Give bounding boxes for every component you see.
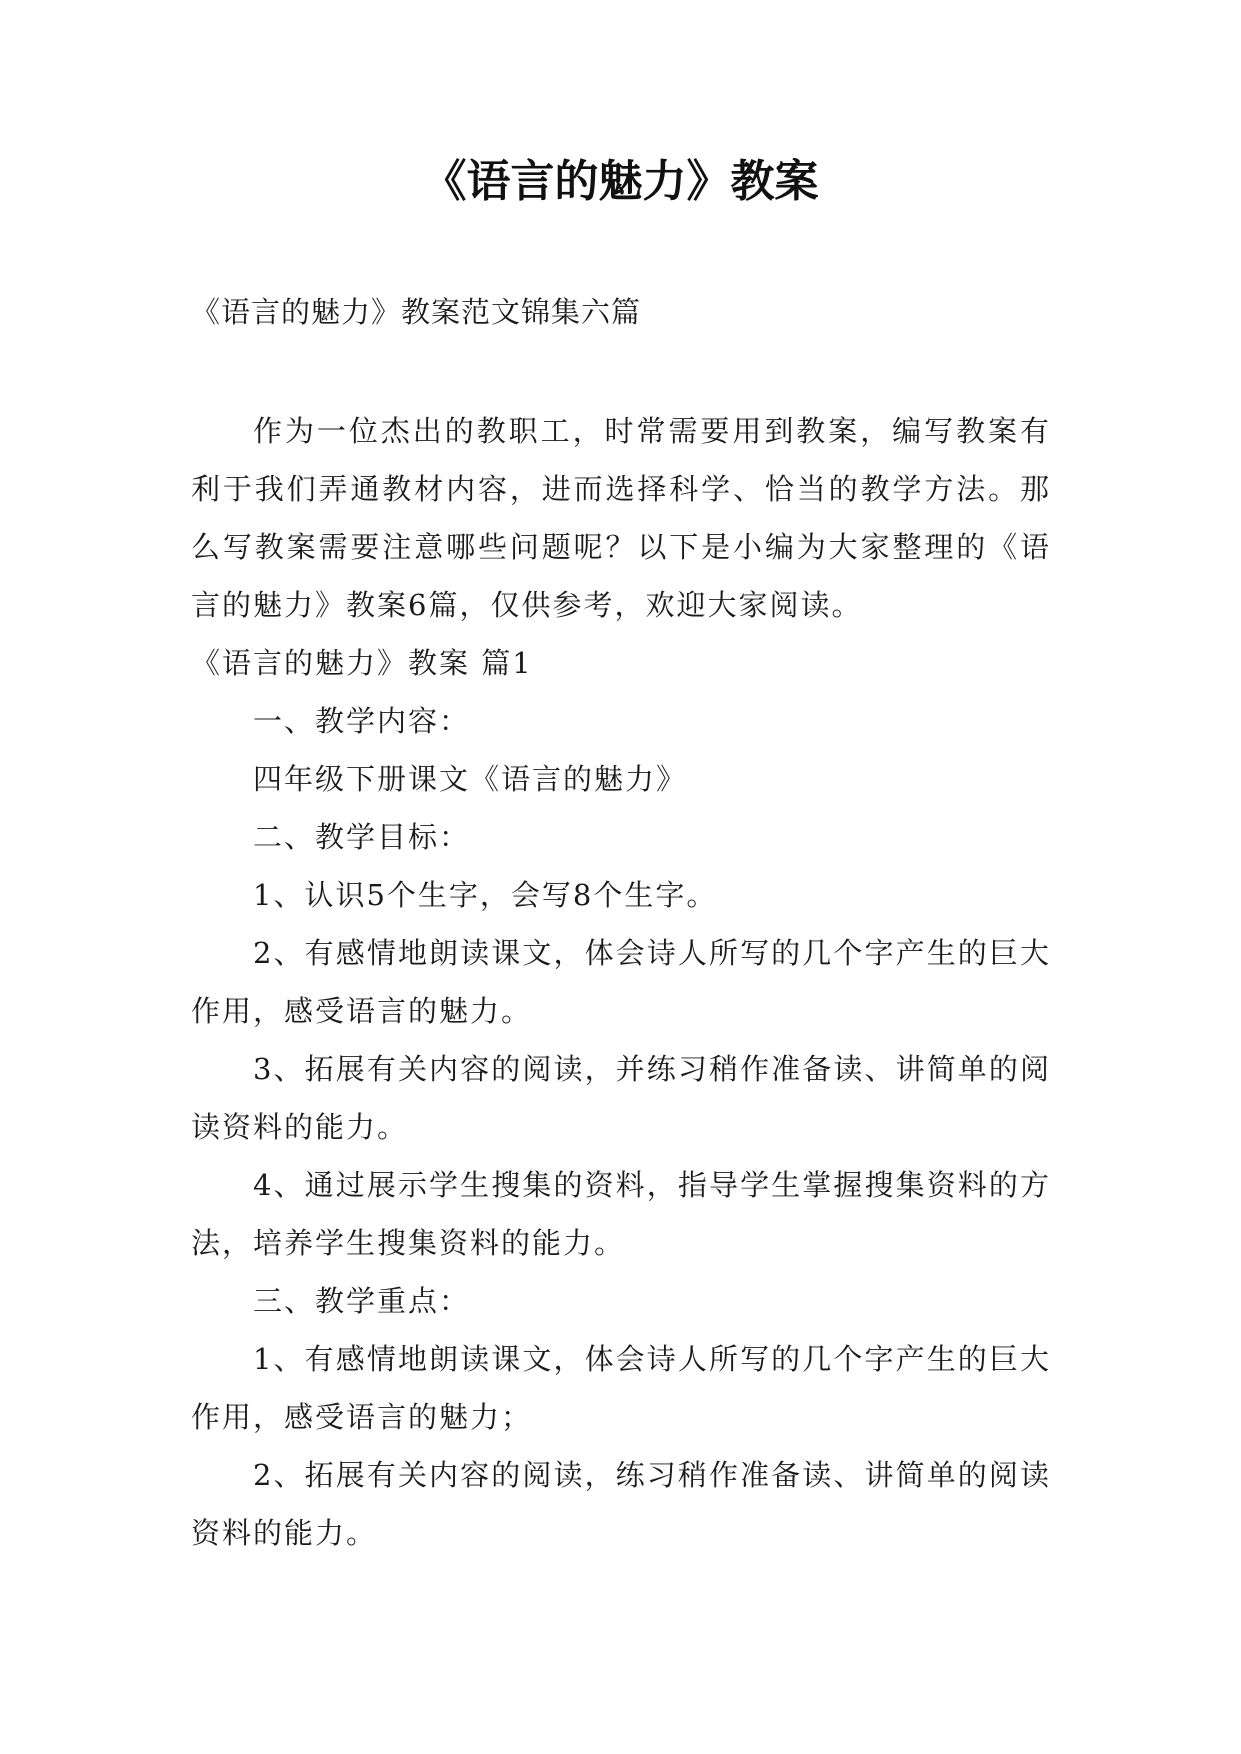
goal-item-4: 4、通过展示学生搜集的资料，指导学生掌握搜集资料的方法，培养学生搜集资料的能力。 <box>191 1168 1051 1260</box>
goal-item-3: 3、拓展有关内容的阅读，并练习稍作准备读、讲简单的阅读资料的能力。 <box>191 1052 1051 1144</box>
paragraph-teaching-content: 四年级下册课文《语言的魅力》 <box>253 762 688 796</box>
focus-item-2: 2、拓展有关内容的阅读，练习稍作准备读、讲简单的阅读资料的能力。 <box>191 1458 1051 1550</box>
document-body <box>191 402 1051 1562</box>
heading-teaching-content: 一、教学内容： <box>253 704 471 738</box>
focus-item-1: 1、有感情地朗读课文，体会诗人所写的几个字产生的巨大作用，感受语言的魅力； <box>191 1342 1051 1434</box>
goal-item-1: 1、认识5个生字，会写8个生字。 <box>253 878 718 912</box>
document-title: 《语言的魅力》教案 <box>422 156 819 207</box>
goal-item-2: 2、有感情地朗读课文，体会诗人所写的几个字产生的巨大作用，感受语言的魅力。 <box>191 936 1051 1028</box>
heading-teaching-goals: 二、教学目标： <box>253 820 471 854</box>
paragraph-intro: 作为一位杰出的教职工，时常需要用到教案，编写教案有利于我们弄通教材内容，进而选择科学、恰当的教学方法。那么写教案需要注意哪些问题呢？以下是小编为大家整理的《语言的魅力》教案6篇，仅供参考，欢迎大家阅读。 <box>191 414 1051 622</box>
document-subtitle: 《语言的魅力》教案范文锦集六篇 <box>191 295 642 329</box>
heading-teaching-focus: 三、教学重点： <box>253 1284 471 1318</box>
section-heading-lesson-1: 《语言的魅力》教案 篇1 <box>191 646 533 680</box>
